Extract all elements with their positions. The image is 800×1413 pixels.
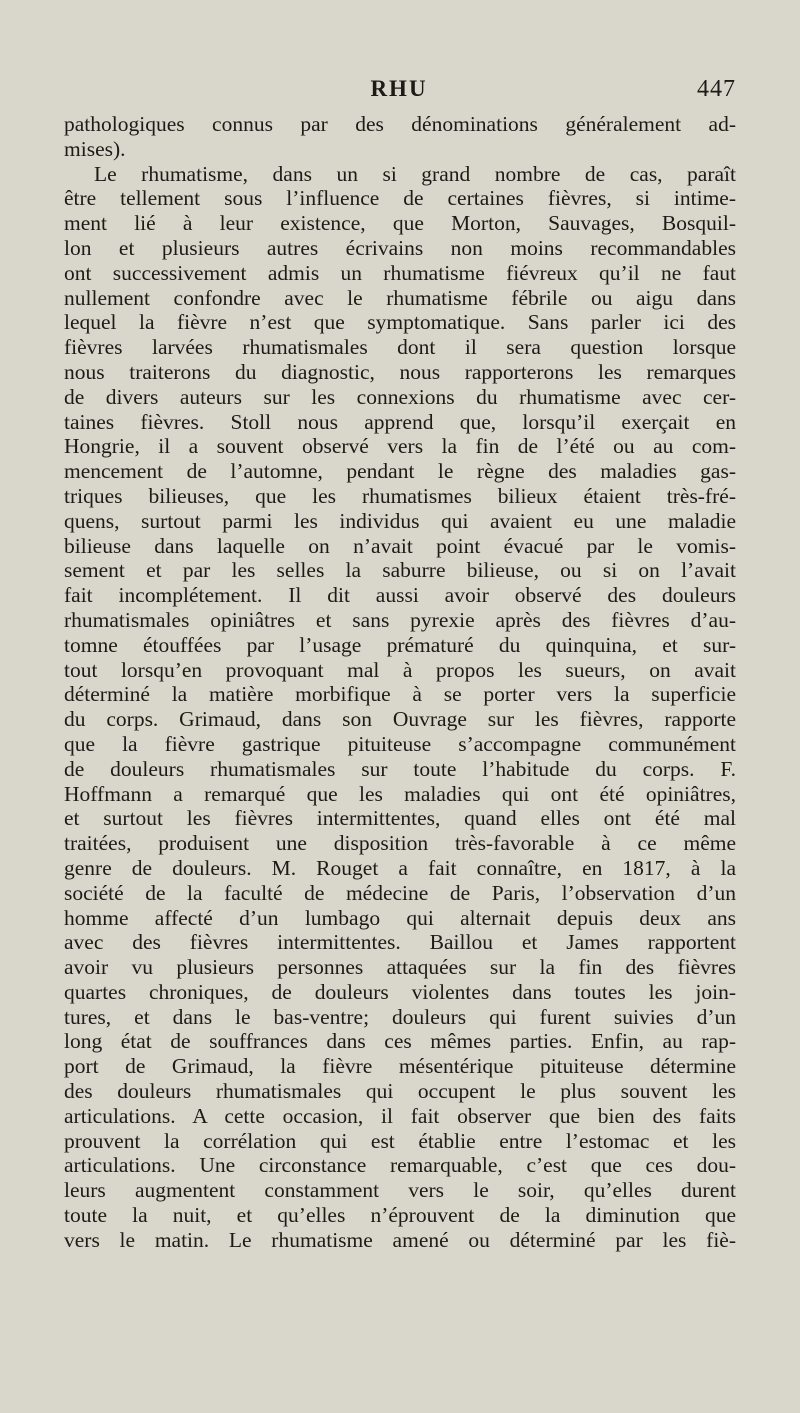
text-line: de divers auteurs sur les connexions du rhumatisme avec cer- [64,384,736,409]
text-line: triques bilieuses, que les rhumatismes bilieux étaient très-fré- [64,483,736,508]
text-line: quens, surtout parmi les individus qui avaient eu une maladie [64,508,736,533]
text-line: Hoffmann a remarqué que les maladies qui ont été opiniâtres, [64,781,736,806]
text-line: Hongrie, il a souvent observé vers la fin de l’été ou au com- [64,434,736,459]
text-line: mencement de l’automne, pendant le règne des maladies gas- [64,459,736,484]
text-line: port de Grimaud, la fièvre mésentérique pituiteuse détermine [64,1054,736,1079]
running-title: RHU [370,76,428,101]
text-line: société de la faculté de médecine de Paris, l’observation d’un [64,880,736,905]
text-line: rhumatismales opiniâtres et sans pyrexie après des fièvres d’au- [64,607,736,632]
text-line: quartes chroniques, de douleurs violentes dans toutes les join- [64,979,736,1004]
text-line: tomne étouffées par l’usage prématuré du quinquina, et sur- [64,632,736,657]
text-line: lon et plusieurs autres écrivains non moins recommandables [64,235,736,260]
text-line: des douleurs rhumatismales qui occupent le plus souvent les [64,1079,736,1104]
text-line: long état de souffrances dans ces mêmes parties. Enfin, au rap- [64,1029,736,1054]
body-text [64,112,736,1253]
text-line: ment lié à leur existence, que Morton, Sauvages, Bosquil- [64,211,736,236]
text-line: déterminé la matière morbifique à se porter vers la superficie [64,682,736,707]
text-line: tout lorsqu’en provoquant mal à propos les sueurs, on avait [64,657,736,682]
page-number: 447 [697,76,736,102]
text-line: homme affecté d’un lumbago qui alternait depuis deux ans [64,905,736,930]
text-line: toute la nuit, et qu’elles n’éprouvent de la diminution que [64,1203,736,1228]
text-line: taines fièvres. Stoll nous apprend que, lorsqu’il exerçait en [64,409,736,434]
text-line: et surtout les fièvres intermittentes, quand elles ont été mal [64,806,736,831]
text-line: être tellement sous l’influence de certaines fièvres, si intime- [64,186,736,211]
text-line: nous traiterons du diagnostic, nous rapporterons les remarques [64,359,736,384]
text-line: leurs augmentent constamment vers le soir, qu’elles durent [64,1178,736,1203]
text-line: articulations. A cette occasion, il fait observer que bien des faits [64,1103,736,1128]
text-line: mises). [64,136,126,161]
text-line: tures, et dans le bas-ventre; douleurs qui furent suivies d’un [64,1004,736,1029]
text-line: du corps. Grimaud, dans son Ouvrage sur les fièvres, rapporte [64,707,736,732]
text-line: fait incomplétement. Il dit aussi avoir observé des douleurs [64,583,736,608]
text-line: Le rhumatisme, dans un si grand nombre de cas, paraît [94,161,736,186]
text-line: fièvres larvées rhumatismales dont il sera question lorsque [64,335,736,360]
text-line: que la fièvre gastrique pituiteuse s’accompagne communément [64,731,736,756]
text-line: sement et par les selles la saburre bilieuse, ou si on l’avait [64,558,736,583]
text-line: traitées, produisent une disposition très-favorable à ce même [64,831,736,856]
text-line: genre de douleurs. M. Rouget a fait connaître, en 1817, à la [64,855,736,880]
text-line: avec des fièvres intermittentes. Baillou et James rapportent [64,930,736,955]
running-head [62,76,736,110]
text-line: pathologiques connus par des dénominations généralement ad- [64,112,736,136]
text-line: articulations. Une circonstance remarquable, c’est que ces dou- [64,1153,736,1178]
text-line: avoir vu plusieurs personnes attaquées sur la fin des fièvres [64,955,736,980]
text-line: vers le matin. Le rhumatisme amené ou déterminé par les fiè- [64,1227,736,1252]
text-line: de douleurs rhumatismales sur toute l’habitude du corps. F. [64,756,736,781]
text-line: prouvent la corrélation qui est établie entre l’estomac et les [64,1128,736,1153]
text-line: nullement confondre avec le rhumatisme fébrile ou aigu dans [64,285,736,310]
text-line: lequel la fièvre n’est que symptomatique. Sans parler ici des [64,310,736,335]
text-line: ont successivement admis un rhumatisme fiévreux qu’il ne faut [64,260,736,285]
text-line: bilieuse dans laquelle on n’avait point évacué par le vomis- [64,533,736,558]
